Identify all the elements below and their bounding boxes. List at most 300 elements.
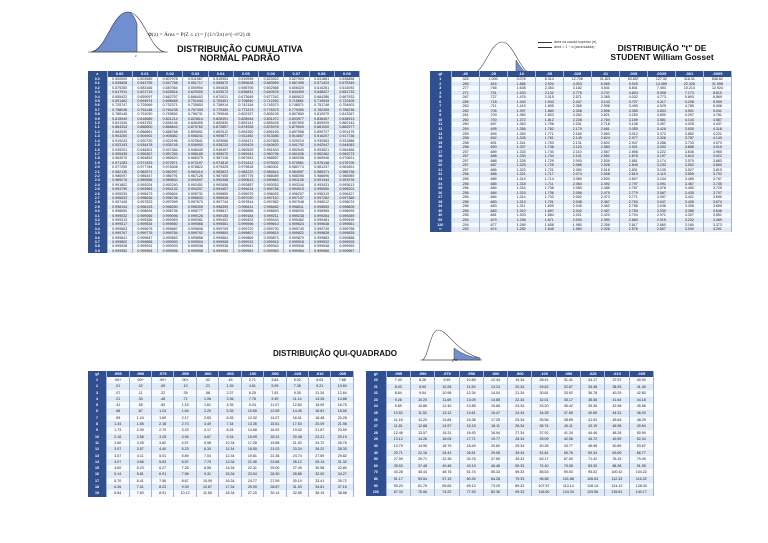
table-cell: 3.49 (196, 421, 218, 427)
table-cell: 48.28 (605, 430, 629, 437)
table-cell: 3.038 (647, 204, 675, 209)
table-cell: 0.523922 (259, 77, 284, 81)
table-cell: 2.485 (591, 186, 619, 191)
table-cell: 0.989276 (107, 178, 132, 182)
table-cell: 1.761 (535, 136, 563, 141)
table-cell: 29.62 (532, 384, 556, 391)
table-cell: 318.31 (675, 77, 703, 82)
table-cell: 14.57 (435, 423, 459, 430)
table-cell: 10.52 (386, 410, 410, 417)
table-cell: 37.65 (556, 410, 580, 417)
table-cell: 0.949497 (208, 148, 233, 152)
table-cell: .256 (451, 182, 479, 187)
row-header: 7 (430, 104, 451, 109)
table-cell: 8.03 (386, 384, 410, 391)
table-cell: 3.833 (647, 109, 675, 114)
table-cell: 2.797 (619, 182, 647, 187)
table-cell: 4.781 (703, 113, 731, 118)
table-cell: .256 (451, 204, 479, 209)
table-cell: 2.069 (563, 177, 591, 182)
row-header: 1.1 (88, 125, 107, 129)
table-cell: .277 (451, 86, 479, 91)
table-cell: 1.708 (535, 186, 563, 191)
row-header: 3.8 (88, 244, 107, 248)
table-cell: 2.473 (591, 195, 619, 200)
table-cell: 2.086 (563, 163, 591, 168)
table-cell: 9.59 (435, 377, 459, 384)
table-cell: 37.92 (532, 430, 556, 437)
table-cell: 0.507978 (158, 77, 183, 81)
table-cell: 3.36 (219, 396, 241, 402)
table-cell: 33.41 (309, 478, 331, 484)
table-cell: 5.408 (703, 104, 731, 109)
table-cell: 27.69 (309, 453, 331, 459)
column-header: .001 (675, 71, 703, 77)
table-cell: .30 (129, 396, 151, 402)
table-cell: 23.68 (264, 459, 286, 465)
table-cell: .257 (451, 159, 479, 164)
table-cell: 7.38 (286, 383, 308, 389)
column-header: .995 (107, 371, 129, 377)
chi-table-left-sheet (88, 371, 354, 503)
table-cell: 0.701944 (183, 99, 208, 103)
column-header: 0.07 (284, 71, 309, 77)
column-header: .10 (507, 71, 535, 77)
column-header: .995 (386, 371, 410, 377)
table-cell: 113.14 (556, 483, 580, 490)
table-cell: 8.67 (174, 478, 196, 484)
row-header: 2.0 (88, 165, 107, 169)
table-cell: 14.07 (264, 415, 286, 421)
column-header: .40 (451, 71, 479, 77)
table-cell: 0.987455 (208, 174, 233, 178)
table-cell: 2.571 (563, 95, 591, 100)
table-cell: 1.314 (507, 195, 535, 200)
column-header: .025 (563, 71, 591, 77)
table-cell: 24.72 (309, 440, 331, 446)
table-cell: 0.979325 (208, 165, 233, 169)
table-cell: 14.34 (219, 465, 241, 471)
table-cell: .259 (451, 132, 479, 137)
table-cell: 0.952540 (284, 148, 309, 152)
table-cell: 0.677242 (259, 95, 284, 99)
table-cell: 16.47 (483, 410, 507, 417)
column-header: .900 (196, 371, 218, 377)
table-cell: 0.997744 (208, 200, 233, 204)
table-cell: 19.68 (264, 440, 286, 446)
table-cell: 48.29 (629, 417, 653, 424)
table-cell: 0.997020 (233, 196, 258, 200)
table-cell: 4.40 (151, 446, 173, 452)
column-header: 0.00 (107, 71, 132, 77)
table-cell: 0.998650 (107, 209, 132, 213)
table-cell: 0.993963 (132, 187, 157, 191)
table-cell: 3.674 (703, 200, 731, 205)
table-cell: 4.303 (563, 82, 591, 87)
table-cell: 0.999915 (259, 240, 284, 244)
row-header: 3.6 (88, 236, 107, 240)
table-cell: 59.33 (508, 463, 532, 470)
table-row (366, 456, 654, 463)
table-cell: 10.34 (219, 440, 241, 446)
table-cell: 7.79 (196, 459, 218, 465)
row-header: 1.4 (88, 139, 107, 143)
table-cell: 2.807 (647, 227, 675, 232)
table-cell: 0.987776 (233, 174, 258, 178)
table-cell: .01 (107, 383, 129, 389)
row-header: 3.2 (88, 218, 107, 222)
table-cell: 13.85 (459, 403, 483, 410)
table-cell: 0.986097 (107, 174, 132, 178)
table-cell: 2.447 (563, 100, 591, 105)
table-cell: 36.74 (532, 423, 556, 430)
table-cell: 3.552 (675, 163, 703, 168)
table-cell: 0.855428 (259, 121, 284, 125)
table-cell: 39.09 (532, 436, 556, 443)
table-cell: 41.64 (605, 397, 629, 404)
table-cell: 0.992024 (132, 183, 157, 187)
table-cell: 1.476 (507, 95, 535, 100)
table-cell: 70.06 (410, 489, 434, 496)
row-header: 2.9 (88, 205, 107, 209)
row-header: 2.4 (88, 183, 107, 187)
table-cell: 0.999835 (334, 231, 359, 235)
table-cell: .265 (451, 100, 479, 105)
row-header: 9 (430, 113, 451, 118)
row-header: ∞ (430, 227, 451, 232)
table-cell: .02 (129, 383, 151, 389)
table-cell: 71.42 (581, 456, 605, 463)
table-cell: 2.576 (619, 227, 647, 232)
table-cell: 1.316 (507, 186, 535, 191)
table-cell: 39.34 (508, 450, 532, 457)
table-cell: 9.31 (196, 471, 218, 477)
table-cell: 0.999869 (233, 236, 258, 240)
table-cell: 1.706 (535, 191, 563, 196)
chi-title: DISTRIBUIÇÃO QUI-QUADRADO (273, 349, 397, 358)
table-cell: .256 (451, 186, 479, 191)
table-cell: 0.999918 (284, 240, 309, 244)
table-cell: 20.48 (286, 434, 308, 440)
row-header: 15 (88, 465, 107, 471)
table-cell: 0.999443 (259, 218, 284, 222)
table-cell: 0.874928 (233, 125, 258, 129)
table-cell: 20.71 (386, 450, 410, 457)
table-cell: 0.990863 (259, 178, 284, 182)
table-cell: 15.99 (241, 434, 263, 440)
table-cell: 0.773373 (233, 108, 258, 112)
table-cell: 0.691462 (107, 99, 132, 103)
table-cell: 65.65 (435, 483, 459, 490)
table-cell: 0.648027 (309, 90, 334, 94)
table-cell: 22.36 (264, 453, 286, 459)
table-cell: 8.34 (219, 427, 241, 433)
table-cell: 0.519939 (233, 77, 258, 81)
table-cell: 41.92 (581, 417, 605, 424)
table-cell: 27.34 (508, 430, 532, 437)
table-cell: 0.555670 (208, 81, 233, 85)
table-cell: 1.960 (563, 227, 591, 232)
table-cell: 2.583 (591, 145, 619, 150)
table-cell: 90.53 (556, 469, 580, 476)
row-header: 8 (88, 421, 107, 427)
table-cell: 0.999709 (208, 227, 233, 231)
row-header: 17 (430, 150, 451, 155)
table-cell: 5.893 (675, 95, 703, 100)
table-cell: 5.841 (619, 86, 647, 91)
table-cell: 0.954486 (334, 148, 359, 152)
table-cell: .681 (479, 213, 507, 218)
row-header: 1.9 (88, 161, 107, 165)
column-header: .975 (151, 371, 173, 377)
table-cell: 0.982571 (132, 170, 157, 174)
table-cell: 32.80 (331, 465, 354, 471)
table-cell: 2.71 (241, 377, 263, 383)
table-cell: 60.39 (459, 476, 483, 483)
normal-title-line2: NORMAL PADRÃO (199, 53, 281, 64)
table-cell: 3.94 (174, 434, 196, 440)
table-cell: 4.785 (675, 104, 703, 109)
table-cell: 0.920730 (132, 139, 157, 143)
table-cell: 1.833 (535, 113, 563, 118)
table-row (366, 397, 654, 404)
table-row (366, 443, 654, 450)
table-cell: 17.34 (219, 484, 241, 490)
table-cell: 7.26 (174, 465, 196, 471)
table-cell: 0.980301 (259, 165, 284, 169)
table-cell: 3.408 (675, 200, 703, 205)
table-cell: 3.792 (703, 172, 731, 177)
table-cell: 0.999946 (284, 244, 309, 248)
table-cell: 12.34 (219, 453, 241, 459)
table-cell: 112.33 (605, 476, 629, 483)
row-header: 8 (430, 109, 451, 114)
table-cell: 3.499 (619, 104, 647, 109)
table-cell: 0.997110 (259, 196, 284, 200)
column-header: .950 (459, 371, 483, 377)
table-cell: 2.819 (619, 172, 647, 177)
table-cell: 57.15 (435, 476, 459, 483)
table-cell: 0.999954 (132, 249, 157, 253)
table-cell: 0.986447 (132, 174, 157, 178)
row-header: 26 (430, 191, 451, 196)
table-cell: 0.951543 (259, 148, 284, 152)
table-cell: .41 (107, 402, 129, 408)
table-cell: 10.28 (435, 384, 459, 391)
table-cell: 0.991802 (107, 183, 132, 187)
row-header: 23 (366, 397, 386, 404)
row-header: 17 (88, 478, 107, 484)
table-cell: 0.748571 (284, 103, 309, 107)
table-cell: 0.999959 (208, 249, 233, 253)
table-cell: 1.684 (535, 213, 563, 218)
row-header: 14 (88, 459, 107, 465)
table-cell: 0.994297 (183, 187, 208, 191)
table-cell: .261 (451, 113, 479, 118)
row-header: 3.5 (88, 231, 107, 235)
row-header: 1.6 (88, 148, 107, 152)
table-cell: 5.02 (286, 377, 308, 383)
table-cell: 0.998012 (309, 200, 334, 204)
table-cell: .711 (479, 104, 507, 109)
table-cell: 0.527903 (284, 77, 309, 81)
table-cell: 4.437 (703, 122, 731, 127)
table-cell: 1.812 (535, 118, 563, 123)
table-cell: 38.58 (331, 490, 354, 496)
table-cell: 74.40 (532, 463, 556, 470)
table-cell: .684 (479, 186, 507, 191)
table-cell: .258 (451, 141, 479, 146)
table-cell: .10 (174, 383, 196, 389)
table-cell: 0.579260 (107, 86, 132, 90)
table-cell: 2.160 (563, 132, 591, 137)
row-header: 19 (88, 490, 107, 496)
table-cell: 3.733 (675, 141, 703, 146)
table-cell: 1.69 (151, 415, 173, 421)
table-cell: 2.947 (619, 141, 647, 146)
table-cell: 2.093 (563, 159, 591, 164)
table-cell: 3.373 (703, 223, 731, 228)
chi-axis-label: χ²α (452, 357, 458, 362)
table-row (366, 390, 654, 397)
table-cell: 0.535856 (334, 77, 359, 81)
table-cell: 12.44 (483, 377, 507, 384)
table-cell: 0.896165 (259, 130, 284, 134)
table-cell: 48.76 (435, 469, 459, 476)
table-cell: 6.965 (591, 82, 619, 87)
table-cell: 0.964852 (132, 156, 157, 160)
table-cell: 2.567 (591, 150, 619, 155)
table-cell: 0.948449 (183, 148, 208, 152)
table-cell: 0.666402 (183, 95, 208, 99)
table-cell: 0.779350 (284, 108, 309, 112)
table-cell: 6.26 (107, 484, 129, 490)
table-cell: 0.807850 (284, 112, 309, 116)
table-cell: 4.11 (129, 453, 151, 459)
table-cell: 3.078 (647, 186, 675, 191)
table-cell: 0.997445 (107, 200, 132, 204)
table-cell: 25.19 (331, 434, 354, 440)
table-cell: 0.838913 (334, 117, 359, 121)
table-cell: 0.687933 (334, 95, 359, 99)
table-cell: 52.34 (629, 436, 653, 443)
table-cell: .259 (451, 127, 479, 132)
table-cell: 0.999822 (284, 231, 309, 235)
table-cell: 35.56 (532, 417, 556, 424)
table-cell: 0.818589 (132, 117, 157, 121)
table-cell: 128.30 (629, 483, 653, 490)
table-cell: .718 (479, 100, 507, 105)
table-cell: .697 (479, 122, 507, 127)
table-cell: 4.541 (591, 86, 619, 91)
table-cell: 4.587 (703, 118, 731, 123)
table-cell: 0.945201 (107, 148, 132, 152)
table-cell: 26.22 (309, 446, 331, 452)
table-cell: 0.999550 (158, 222, 183, 226)
table-cell: 79.33 (508, 476, 532, 483)
table-cell: 0.629300 (183, 90, 208, 94)
row-header: 19 (430, 159, 451, 164)
table-cell: 20.60 (483, 443, 507, 450)
table-cell: 10.87 (196, 484, 218, 490)
table-cell: 0.959070 (208, 152, 233, 156)
table-cell: 1.860 (535, 109, 563, 114)
table-cell: 0.563559 (259, 81, 284, 85)
table-cell: 3.527 (675, 168, 703, 173)
table-cell: 0.890651 (183, 130, 208, 134)
student-legend-item: área = 1 − α (acumulada) (538, 45, 596, 50)
table-cell: 4.317 (647, 100, 675, 105)
row-header: 0.1 (88, 81, 107, 85)
table-cell: 18.48 (309, 415, 331, 421)
table-cell: 0.583166 (132, 86, 157, 90)
table-cell: 2.73 (174, 421, 196, 427)
table-cell: .325 (451, 77, 479, 82)
table-cell: 0.942947 (309, 143, 334, 147)
table-cell: 7.43 (386, 377, 410, 384)
table-cell: 12.46 (386, 430, 410, 437)
column-header: .025 (286, 371, 308, 377)
row-header: 120 (430, 223, 451, 228)
table-cell: 0.998559 (309, 205, 334, 209)
table-row (366, 410, 654, 417)
row-header: 60 (430, 218, 451, 223)
row-header: 25 (430, 186, 451, 191)
table-cell: 1.333 (507, 150, 535, 155)
table-cell: 3.505 (675, 172, 703, 177)
table-cell: 1.000 (479, 77, 507, 82)
table-cell: 2.896 (591, 109, 619, 114)
table-cell: .677 (479, 223, 507, 228)
table-cell: 21.92 (286, 440, 308, 446)
table-cell: 2.467 (591, 200, 619, 205)
table-cell: 2.660 (619, 218, 647, 223)
row-header: 5 (88, 402, 107, 408)
table-cell: 0.999928 (107, 244, 132, 248)
table-cell: .21 (107, 396, 129, 402)
table-cell: 0.988396 (284, 174, 309, 178)
table-cell: 0.998999 (334, 209, 359, 213)
table-cell: .727 (479, 95, 507, 100)
table-cell: 0.767305 (183, 108, 208, 112)
table-row (366, 463, 654, 470)
table-cell: 2.83 (196, 415, 218, 421)
table-cell: 50.89 (605, 443, 629, 450)
table-cell: 0.758036 (107, 108, 132, 112)
table-cell: 0.745373 (259, 103, 284, 107)
table-cell: 0.989830 (158, 178, 183, 182)
table-cell: 0.813267 (334, 112, 359, 116)
table-cell: 0.735653 (183, 103, 208, 107)
table-cell: 14.26 (410, 436, 434, 443)
table-cell: 1.771 (535, 132, 563, 137)
table-cell: 2.462 (591, 204, 619, 209)
table-cell: 0.999922 (309, 240, 334, 244)
table-cell: 6.57 (174, 459, 196, 465)
table-cell: 0.917736 (334, 134, 359, 138)
table-cell: 0.914657 (284, 134, 309, 138)
table-cell: 3.197 (647, 154, 675, 159)
table-cell: 1.734 (535, 154, 563, 159)
table-cell: 1.73 (107, 427, 129, 433)
table-cell: 2.650 (591, 132, 619, 137)
table-cell: 0.621719 (132, 90, 157, 94)
table-cell: 6.84 (107, 490, 129, 496)
table-cell: .703 (479, 113, 507, 118)
table-cell: 0.999896 (132, 240, 157, 244)
table-cell: 18.34 (219, 490, 241, 496)
table-cell: 0.999096 (158, 214, 183, 218)
